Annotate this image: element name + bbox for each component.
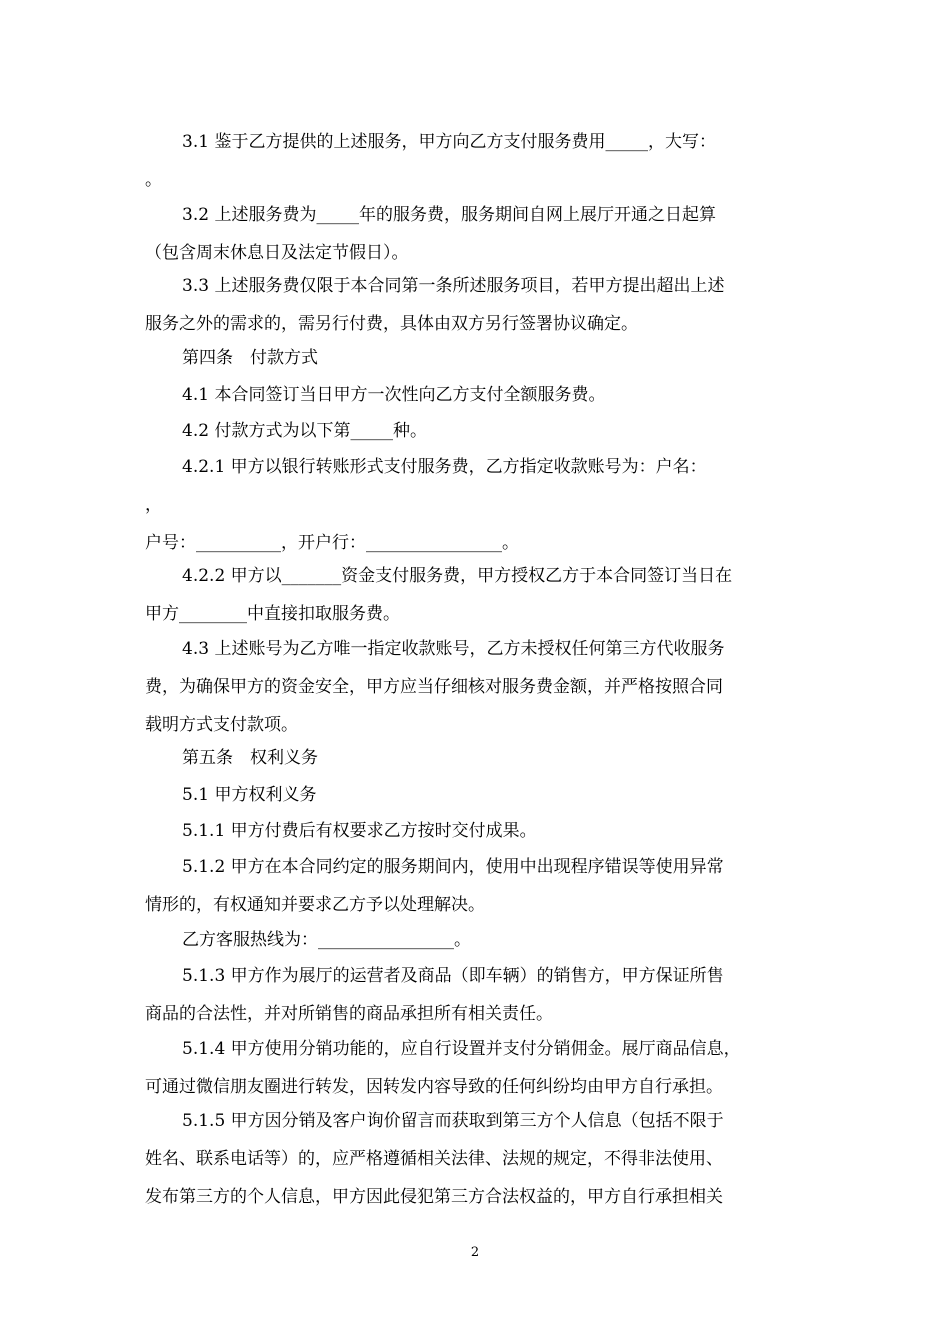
text-line: 5.1.1 甲方付费后有权要求乙方按时交付成果。 (182, 821, 537, 841)
text-line: 乙方客服热线为：________________。 (182, 930, 471, 950)
text-line: 。 (145, 170, 162, 190)
clause-5-1-2 (145, 848, 815, 924)
text-line: 甲方________中直接扣取服务费。 (145, 604, 400, 624)
clause-5-1-5 (145, 1102, 815, 1216)
text-line: 载明方式支付款项。 (145, 715, 298, 735)
text-line: 商品的合法性，并对所销售的商品承担所有相关责任。 (145, 1004, 553, 1024)
clause-3-3 (145, 267, 815, 343)
text-line: 5.1 甲方权利义务 (182, 785, 317, 805)
clause-4-2 (145, 412, 815, 450)
clause-4-1 (145, 376, 815, 414)
text-line: 情形的，有权通知并要求乙方予以处理解决。 (145, 895, 485, 915)
text-line: 4.3 上述账号为乙方唯一指定收款账号，乙方未授权任何第三方代收服务 (182, 639, 725, 659)
text-line: 5.1.5 甲方因分销及客户询价留言而获取到第三方个人信息（包括不限于 (182, 1111, 724, 1131)
page-number: 2 (470, 1245, 480, 1260)
text-line: 第五条 权利义务 (182, 748, 318, 768)
clause-3-1 (145, 123, 815, 199)
clause-4-3 (145, 630, 815, 744)
clause-5-1-3 (145, 957, 815, 1033)
text-line: 4.2.1 甲方以银行转账形式支付服务费，乙方指定收款账号为：户名： (182, 457, 707, 477)
text-line: 发布第三方的个人信息，甲方因此侵犯第三方合法权益的，甲方自行承担相关 (145, 1187, 723, 1207)
clause-5-1 (145, 776, 815, 814)
text-line: 4.1 本合同签订当日甲方一次性向乙方支付全额服务费。 (182, 385, 606, 405)
text-line: 4.2 付款方式为以下第_____种。 (182, 421, 427, 441)
text-line: 第四条 付款方式 (182, 348, 318, 368)
article-4-heading (145, 339, 815, 377)
text-line: 4.2.2 甲方以_______资金支付服务费，甲方授权乙方于本合同签订当日在 (182, 566, 733, 586)
text-line: （包含周末休息日及法定节假日）。 (145, 243, 409, 263)
text-line: 3.1 鉴于乙方提供的上述服务，甲方向乙方支付服务费用_____，大写： (182, 132, 716, 152)
text-line: ， (145, 495, 162, 515)
clause-5-1-4 (145, 1030, 815, 1106)
clause-5-1-1 (145, 812, 815, 850)
text-line: 5.1.2 甲方在本合同约定的服务期间内，使用中出现程序错误等使用异常 (182, 857, 724, 877)
article-5-heading (145, 739, 815, 777)
text-line: 姓名、联系电话等）的，应严格遵循相关法律、法规的规定，不得非法使用、 (145, 1149, 723, 1169)
text-line: 可通过微信朋友圈进行转发，因转发内容导致的任何纠纷均由甲方自行承担。 (145, 1077, 723, 1097)
text-line: 费，为确保甲方的资金安全，甲方应当仔细核对服务费金额，并严格按照合同 (145, 677, 723, 697)
hotline-line (145, 921, 815, 959)
clause-3-2 (145, 196, 815, 272)
text-line: 5.1.4 甲方使用分销功能的，应自行设置并支付分销佣金。展厅商品信息， (182, 1039, 741, 1059)
clause-4-2-1 (145, 448, 815, 562)
text-line: 3.3 上述服务费仅限于本合同第一条所述服务项目，若甲方提出超出上述 (182, 276, 725, 296)
text-line: 户号：__________，开户行：________________。 (145, 533, 519, 553)
text-line: 服务之外的需求的，需另行付费，具体由双方另行签署协议确定。 (145, 314, 638, 334)
text-line: 3.2 上述服务费为_____年的服务费，服务期间自网上展厅开通之日起算 (182, 205, 716, 225)
clause-4-2-2 (145, 557, 815, 633)
text-line: 5.1.3 甲方作为展厅的运营者及商品（即车辆）的销售方，甲方保证所售 (182, 966, 724, 986)
